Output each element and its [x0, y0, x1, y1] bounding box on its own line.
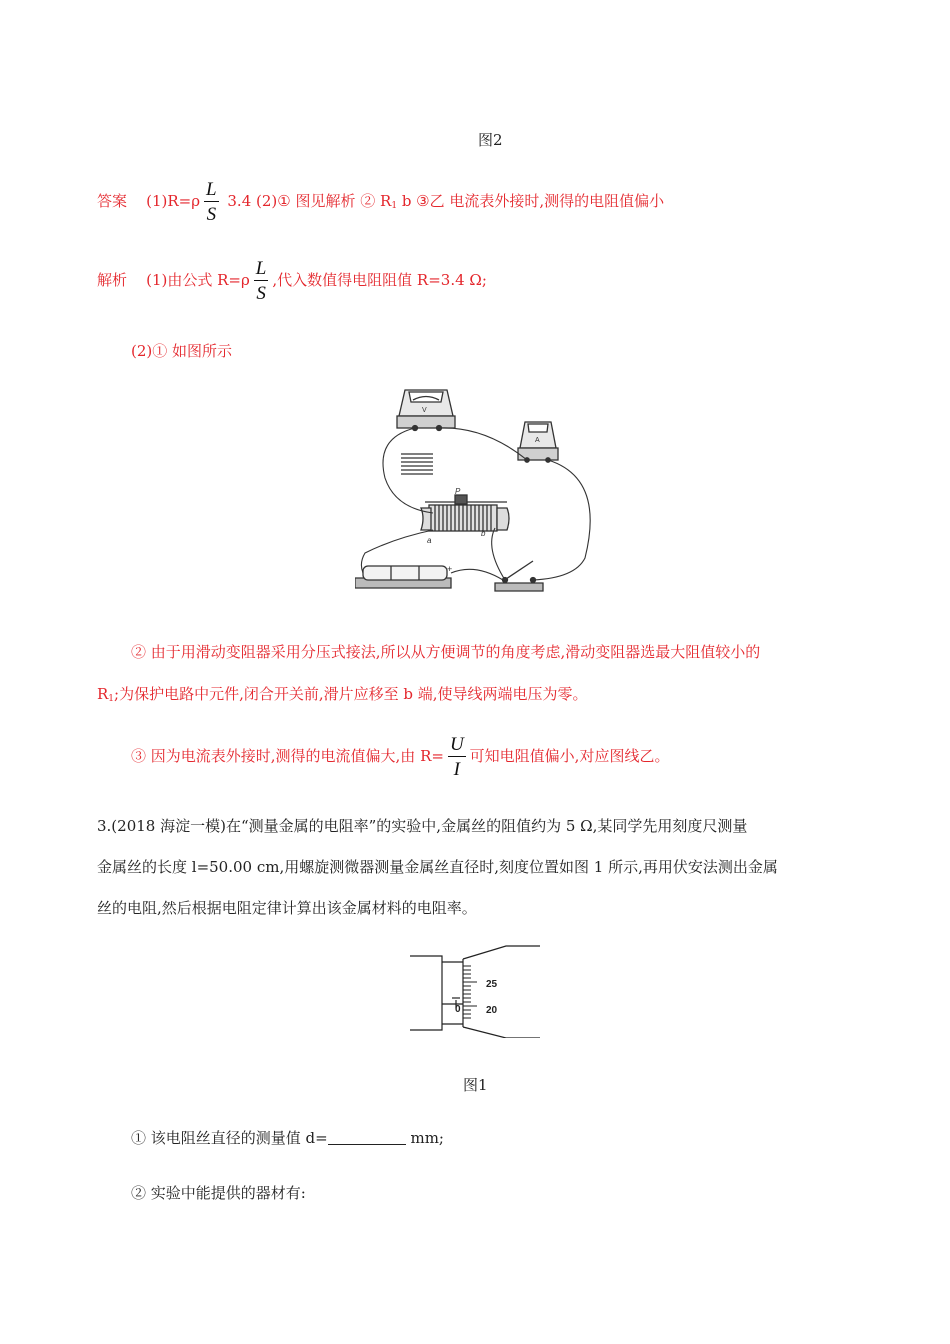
slider-label: P — [455, 487, 461, 496]
answer-part1: (1)R=ρ — [146, 192, 201, 210]
analysis-part2: ,代入数值得电阻阻值 R=3.4 Ω; — [272, 271, 487, 289]
circuit-diagram — [355, 378, 600, 600]
r1-subscript: 1 — [108, 694, 115, 704]
fraction-denominator: S — [256, 283, 266, 304]
answer-part3: b ③乙 电流表外接时,测得的电阻值偏小 — [397, 192, 665, 210]
micrometer-diagram — [408, 942, 546, 1038]
answer-part2: 3.4 (2)① 图见解析 ② R — [227, 192, 392, 210]
step-2-1: (2)① 如图所示 — [131, 342, 233, 360]
ammeter-label: A — [535, 437, 540, 444]
answer-prefix: 答案 — [97, 192, 128, 210]
battery-icon — [355, 564, 452, 588]
step-2-2-line1: ② 由于用滑动变阻器采用分压式接法,所以从方便调节的角度考虑,滑动变阻器选最大阻值较小的 — [131, 643, 761, 661]
ohm-fraction — [448, 735, 466, 779]
sub-question-2: ② 实验中能提供的器材有: — [131, 1184, 306, 1202]
step-2-3-part2: 可知电阻值偏小,对应图线乙。 — [469, 747, 670, 765]
analysis-prefix: 解析 — [97, 271, 128, 289]
resistance-fraction — [204, 180, 219, 224]
answer-line — [97, 180, 664, 224]
scale-label-25: 25 — [486, 979, 498, 990]
diameter-answer-blank[interactable] — [328, 1130, 406, 1145]
step-2-2-line2-rest: ;为保护电路中元件,闭合开关前,滑片应移至 b 端,使导线两端电压为零。 — [114, 685, 588, 703]
voltmeter-icon — [397, 390, 455, 431]
analysis-fraction — [254, 259, 269, 303]
fraction-numerator: L — [206, 179, 217, 200]
fraction-denominator: S — [206, 204, 217, 225]
step-2-3 — [131, 735, 669, 779]
sub-question-1-text: ① 该电阻丝直径的测量值 d= — [131, 1129, 328, 1147]
sub-question-1-unit: mm; — [405, 1129, 444, 1147]
fraction-numerator: L — [255, 258, 267, 279]
micrometer-sleeve — [410, 956, 463, 1030]
fraction-numerator: U — [449, 734, 464, 755]
sub-question-1 — [131, 1127, 444, 1148]
question-line-1: 3.(2018 海淀一模)在“测量金属的电阻率”的实验中,金属丝的阻值约为 5 Ω,某同学先用刻度尺测量 — [97, 817, 748, 835]
scale-label-20: 20 — [486, 1005, 498, 1016]
r1-letter: R — [97, 685, 109, 703]
fraction-denominator: I — [453, 759, 460, 780]
end-a-label: a — [427, 536, 432, 545]
answer-r-subscript: 1 — [391, 201, 398, 211]
micrometer-thimble — [463, 946, 540, 1038]
step-2-2-line2 — [97, 683, 588, 704]
step-2-3-part1: ③ 因为电流表外接时,测得的电流值偏大,由 R= — [131, 747, 444, 765]
rheostat-icon — [421, 487, 509, 545]
voltmeter-label: V — [422, 407, 427, 414]
question-line-3: 丝的电阻,然后根据电阻定律计算出该金属材料的电阻率。 — [97, 899, 477, 917]
figure-2-caption: 图2 — [478, 131, 503, 149]
figure-1-caption: 图1 — [463, 1076, 488, 1094]
analysis-line — [97, 259, 487, 303]
analysis-part1: (1)由公式 R=ρ — [146, 271, 250, 289]
battery-plus-label: + — [447, 564, 453, 574]
coil-icon — [401, 454, 433, 474]
question-line-2: 金属丝的长度 l=50.00 cm,用螺旋测微器测量金属丝直径时,刻度位置如图 1 所示,再用伏安法测出金属 — [97, 858, 778, 876]
scale-label-0: 0 — [455, 1004, 461, 1015]
end-b-label: b — [481, 529, 486, 538]
ammeter-icon — [518, 422, 558, 462]
